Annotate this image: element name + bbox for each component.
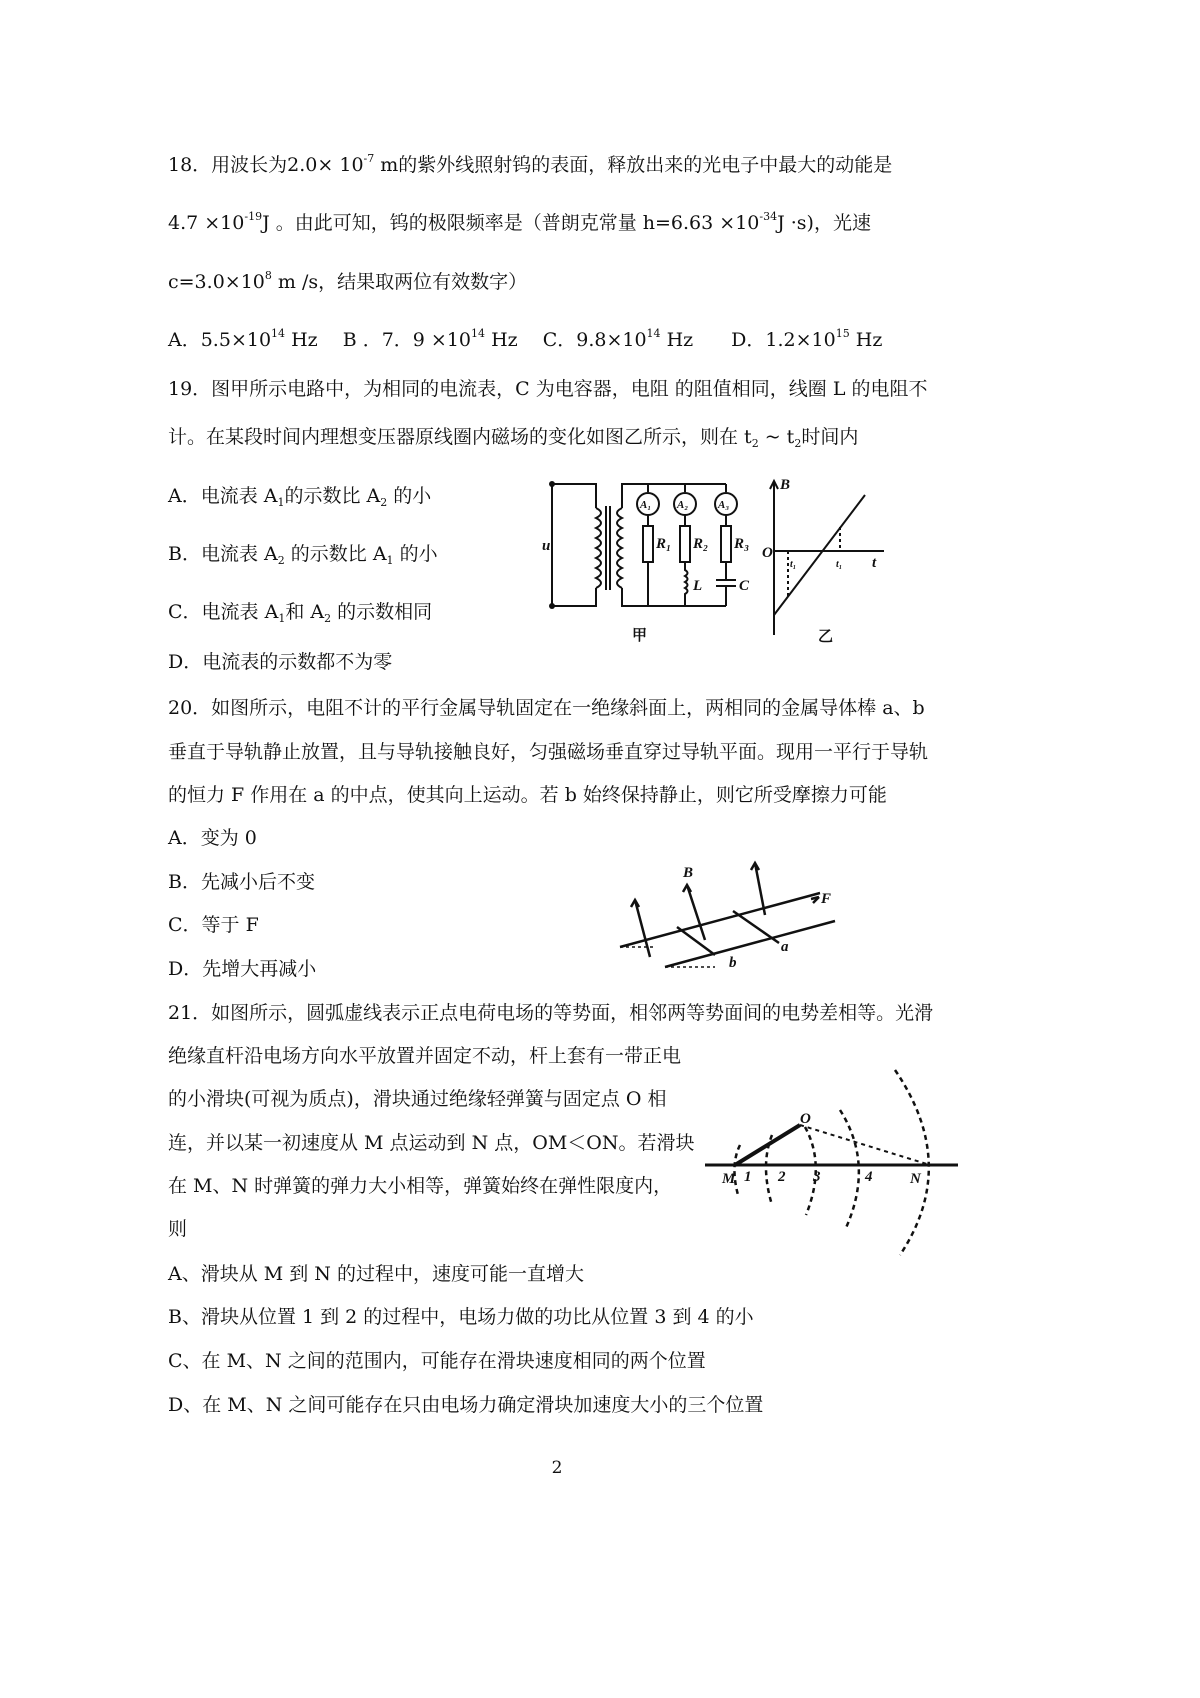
q21-option-d (168, 1393, 763, 1417)
q18-stem-3 (168, 270, 527, 294)
q19-option-c (168, 600, 432, 624)
text-segment: 8 (264, 269, 272, 282)
text-segment: 垂直于导轨静止放置，且与导轨接触良好，匀强磁场垂直穿过导轨平面。现用一平行于导轨 (168, 741, 929, 763)
text-segment: c=3.0×10 (168, 271, 265, 293)
text-segment: 20．如图所示，电阻不计的平行金属导轨固定在一绝缘斜面上，两相同的金属导体棒 a、b (168, 697, 925, 719)
diagram-label: O (762, 545, 773, 561)
diagram-label: a (781, 939, 789, 955)
diagram-label: t (872, 555, 877, 571)
diagram-label: O (800, 1111, 811, 1127)
caption-yi: 乙 (818, 629, 834, 645)
q18-stem-2 (168, 211, 871, 235)
text-segment: 18．用波长为2.0× 10 (168, 154, 364, 176)
q21-option-a (168, 1262, 584, 1286)
text-segment: 的小 (393, 543, 438, 565)
q20-option-d (168, 957, 316, 981)
text-segment: 14 (271, 327, 286, 340)
text-segment: 计。在某段时间内理想变压器原线圈内磁场的变化如图乙所示，则在 t (168, 426, 752, 448)
text-segment: A．5.5×10 (168, 329, 272, 351)
text-segment: 和 A (285, 601, 325, 623)
text-segment: 在 M、N 时弹簧的弹力大小相等，弹簧始终在弹性限度内， (168, 1175, 673, 1197)
text-segment: D．电流表的示数都不为零 (168, 651, 393, 673)
q21-stem-3 (168, 1087, 666, 1111)
text-segment: m的紫外线照射钨的表面，释放出来的光电子中最大的动能是 (374, 154, 893, 176)
text-segment: Hz D．1.2×10 (660, 329, 836, 351)
rails-diagram (615, 855, 845, 980)
text-segment: -7 (363, 152, 375, 165)
diagram-label: A₂ (677, 499, 689, 511)
text-segment: Hz B ．7．9 ×10 (285, 329, 472, 351)
text-segment: 1 (386, 554, 394, 567)
circuit-diagram (540, 478, 770, 648)
text-segment: 19．图甲所示电路中，为相同的电流表，C 为电容器，电阻 的阻值相同，线圈 L 的电阻不 (168, 378, 928, 400)
diagram-label: A₁ (640, 499, 652, 511)
q19-option-d (168, 650, 392, 674)
text-segment: 的小滑块(可视为质点)，滑块通过绝缘轻弹簧与固定点 O 相 (168, 1088, 667, 1110)
q20-option-c (168, 913, 259, 937)
text-segment: C．等于 F (168, 914, 259, 936)
text-segment: J 。由此可知，钨的极限频率是（普朗克常量 h=6.63 ×10 (262, 212, 760, 234)
text-segment: B．电流表 A (168, 543, 278, 565)
q21-stem-6 (168, 1217, 187, 1241)
text-segment: D、在 M、N 之间可能存在只由电场力确定滑块加速度大小的三个位置 (168, 1394, 764, 1416)
diagram-label: B (780, 477, 791, 493)
text-segment: C．电流表 A (168, 601, 279, 623)
q20-stem-2 (168, 740, 928, 764)
q19-option-b (168, 542, 438, 566)
text-segment: 15 (835, 327, 850, 340)
text-segment: -19 (244, 210, 263, 223)
text-segment: B．先减小后不变 (168, 871, 315, 893)
diagram-label: 4 (865, 1169, 873, 1185)
diagram-label: R₃ (734, 536, 750, 552)
text-segment: A．电流表 A (168, 485, 278, 507)
text-segment: 的恒力 F 作用在 a 的中点，使其向上运动。若 b 始终保持静止，则它所受摩擦力可能 (168, 784, 887, 806)
diagram-label: B (683, 865, 694, 881)
q20-option-a (168, 826, 257, 850)
text-segment: A．变为 0 (168, 827, 257, 849)
text-segment: 连，并以某一初速度从 M 点运动到 N 点，OM＜ON。若滑块 (168, 1132, 695, 1154)
q21-stem-4 (168, 1131, 694, 1155)
q21-option-b (168, 1305, 754, 1329)
q21-option-c (168, 1349, 706, 1373)
text-segment: 14 (646, 327, 661, 340)
text-segment: 2 (277, 554, 285, 567)
text-segment: 2 (794, 437, 802, 450)
text-segment: 则 (168, 1218, 188, 1240)
text-segment: J ·s)，光速 (777, 212, 871, 234)
text-segment: 的示数比 A (284, 543, 387, 565)
equipotential-diagram (700, 1065, 965, 1265)
text-segment: 2 (751, 437, 759, 450)
q20-option-b (168, 870, 315, 894)
diagram-label: t₁ (790, 559, 797, 570)
text-segment: 2 (324, 612, 332, 625)
diagram-label: R₁ (656, 536, 672, 552)
b-t-graph (760, 475, 890, 650)
text-segment: Hz C．9.8×10 (485, 329, 647, 351)
text-segment: C、在 M、N 之间的范围内，可能存在滑块速度相同的两个位置 (168, 1350, 706, 1372)
q18-stem-1 (168, 153, 892, 177)
diagram-label: b (729, 955, 737, 971)
diagram-label: R₂ (693, 536, 709, 552)
q21-stem-1 (168, 1001, 933, 1025)
diagram-label: A₃ (718, 499, 730, 511)
text-segment: 时间内 (801, 426, 859, 448)
diagram-label: 2 (778, 1169, 786, 1185)
text-segment: 的小 (387, 485, 432, 507)
diagram-label: t₁ (836, 559, 843, 570)
text-segment: 2 (380, 496, 388, 509)
q18-options (168, 328, 882, 352)
q19-stem-1 (168, 377, 928, 401)
diagram-label: L (693, 578, 703, 594)
page-number: 2 (551, 1458, 563, 1478)
text-segment: Hz (849, 329, 883, 351)
diagram-label: 1 (744, 1169, 752, 1185)
q19-option-a (168, 484, 431, 508)
q21-stem-5 (168, 1174, 672, 1198)
q21-stem-2 (168, 1044, 681, 1068)
text-segment: -34 (759, 210, 778, 223)
text-segment: A、滑块从 M 到 N 的过程中，速度可能一直增大 (168, 1263, 584, 1285)
text-segment: 1 (278, 612, 286, 625)
diagram-label: 3 (813, 1169, 821, 1185)
text-segment: 1 (277, 496, 285, 509)
text-segment: 14 (471, 327, 486, 340)
text-segment: 21．如图所示，圆弧虚线表示正点电荷电场的等势面，相邻两等势面间的电势差相等。光滑 (168, 1002, 934, 1024)
caption-jia: 甲 (632, 628, 648, 644)
text-segment: 的示数比 A (284, 485, 381, 507)
diagram-label: M (722, 1171, 736, 1187)
text-segment: 的示数相同 (331, 601, 433, 623)
q19-stem-2 (168, 425, 858, 449)
text-segment: 绝缘直杆沿电场方向水平放置并固定不动，杆上套有一带正电 (168, 1045, 682, 1067)
q20-stem-3 (168, 783, 887, 807)
diagram-label: F (821, 891, 832, 907)
diagram-label: N (910, 1171, 921, 1187)
text-segment: B、滑块从位置 1 到 2 的过程中，电场力做的功比从位置 3 到 4 的小 (168, 1306, 754, 1328)
text-segment: D．先增大再减小 (168, 958, 317, 980)
text-segment: m /s，结果取两位有效数字） (271, 271, 528, 293)
text-segment: 4.7 ×10 (168, 212, 245, 234)
text-segment: ~ t (758, 426, 795, 448)
diagram-label: C (739, 578, 750, 594)
label-u: u (542, 538, 551, 554)
q20-stem-1 (168, 696, 925, 720)
